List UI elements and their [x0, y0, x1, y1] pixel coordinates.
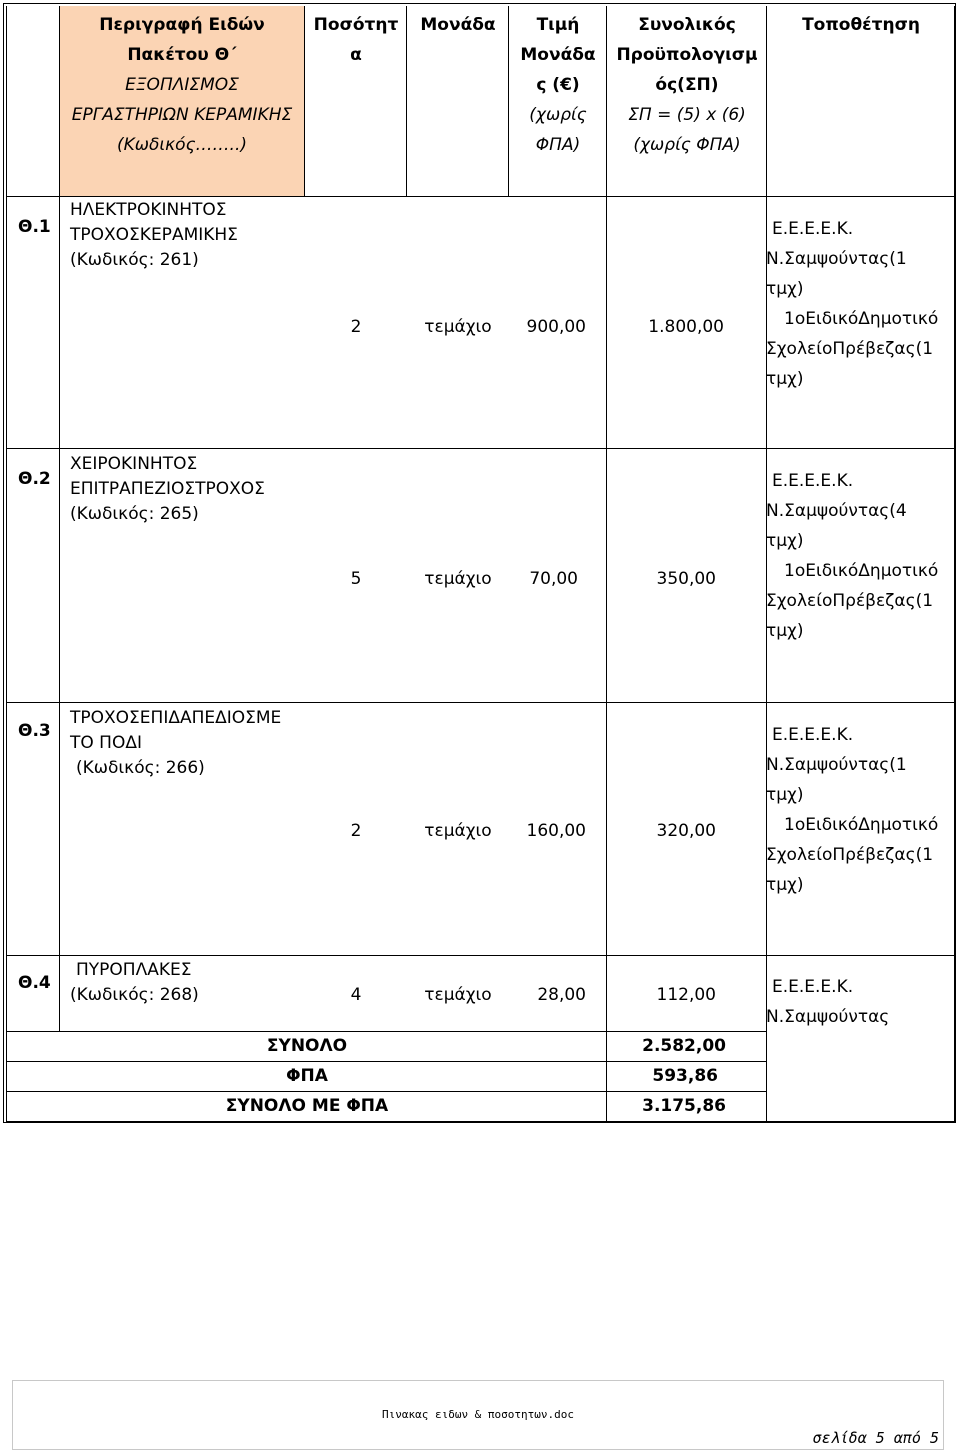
- row-unit-price: 160,00: [526, 821, 586, 841]
- grid-line: [6, 6, 7, 1122]
- row-unit-price: 28,00: [537, 985, 586, 1005]
- header-unit-price: Τιμή Μονάδα ς (€) (χωρίς ΦΠΑ): [520, 15, 596, 155]
- totals-label: ΦΠΑ: [286, 1066, 328, 1086]
- row-description: ΧΕΙΡΟΚΙΝΗΤΟΣ ΕΠΙΤΡΑΠΕΖΙΟΣΤΡΟΧΟΣ (Κωδικός: 265): [70, 454, 265, 524]
- grid-line: [6, 1121, 954, 1122]
- row-unit: τεμάχιο: [424, 985, 492, 1005]
- row-total: 350,00: [656, 569, 716, 589]
- row-code: Θ.4: [18, 973, 51, 993]
- grid-line: [59, 6, 60, 1031]
- grid-line: [954, 6, 955, 1122]
- row-code: Θ.3: [18, 721, 51, 741]
- row-description: ΠΥΡΟΠΛΑΚΕΣ (Κωδικός: 268): [70, 960, 199, 1005]
- row-quantity: 2: [350, 821, 362, 841]
- totals-value: 2.582,00: [642, 1036, 726, 1056]
- header-description: Περιγραφή Ειδών Πακέτου Θ΄ ΕΞΟΠΛΙΣΜΟΣ ΕΡΓΑΣΤΗΡΙΩΝ ΚΕΡΑΜΙΚΗΣ (Κωδικός……..): [71, 15, 293, 155]
- row-placement: Ε.Ε.Ε.Ε.Κ. Ν.Σαμψούντας: [766, 977, 890, 1027]
- header-quantity: Ποσότητ α: [313, 15, 399, 65]
- row-unit: τεμάχιο: [424, 317, 492, 337]
- page-footer: [12, 1380, 944, 1450]
- grid-line: [6, 955, 954, 956]
- row-placement: Ε.Ε.Ε.Ε.Κ. Ν.Σαμψούντας(1 τμχ) 1οΕιδικόΔημοτικό ΣχολείοΠρέβεζας(1 τμχ): [766, 219, 939, 389]
- grid-line: [6, 196, 954, 197]
- header-total: Συνολικός Προϋπολογισμ ός(ΣΠ) ΣΠ = (5) x (6) (χωρίς ΦΠΑ): [616, 15, 758, 155]
- row-total: 1.800,00: [648, 317, 724, 337]
- header-unit: Μονάδα: [420, 15, 496, 35]
- row-code: Θ.2: [18, 469, 51, 489]
- row-quantity: 5: [350, 569, 362, 589]
- row-total: 112,00: [656, 985, 716, 1005]
- totals-value: 3.175,86: [642, 1096, 726, 1116]
- grid-line: [6, 702, 954, 703]
- row-unit: τεμάχιο: [424, 821, 492, 841]
- grid-line: [6, 1061, 766, 1062]
- row-placement: Ε.Ε.Ε.Ε.Κ. Ν.Σαμψούντας(4 τμχ) 1οΕιδικόΔημοτικό ΣχολείοΠρέβεζας(1 τμχ): [766, 471, 939, 641]
- row-description: ΤΡΟΧΟΣΕΠΙΔΑΠΕΔΙΟΣΜΕ ΤΟ ΠΟΔΙ (Κωδικός: 266): [70, 708, 282, 778]
- row-quantity: 2: [350, 317, 362, 337]
- grid-line: [606, 6, 607, 1122]
- row-total: 320,00: [656, 821, 716, 841]
- row-unit-price: 70,00: [529, 569, 578, 589]
- row-description: ΗΛΕΚΤΡΟΚΙΝΗΤΟΣ ΤΡΟΧΟΣΚΕΡΑΜΙΚΗΣ (Κωδικός: 261): [70, 200, 238, 270]
- grid-line: [508, 6, 509, 197]
- row-placement: Ε.Ε.Ε.Ε.Κ. Ν.Σαμψούντας(1 τμχ) 1οΕιδικόΔημοτικό ΣχολείοΠρέβεζας(1 τμχ): [766, 725, 939, 895]
- grid-line: [406, 6, 407, 197]
- row-unit-price: 900,00: [526, 317, 586, 337]
- totals-label: ΣΥΝΟΛΟ ΜΕ ΦΠΑ: [225, 1096, 389, 1116]
- row-unit: τεμάχιο: [424, 569, 492, 589]
- header-placement: Τοποθέτηση: [802, 15, 920, 35]
- footer-page-number: σελίδα 5 από 5: [812, 1429, 939, 1447]
- footer-filename: Πινακας ειδων & ποσοτητων.doc: [381, 1408, 575, 1421]
- grid-line: [6, 1091, 766, 1092]
- grid-line: [6, 448, 954, 449]
- grid-line: [766, 6, 767, 1122]
- totals-label: ΣΥΝΟΛΟ: [266, 1036, 348, 1056]
- totals-value: 593,86: [652, 1066, 718, 1086]
- grid-line: [6, 1031, 766, 1032]
- row-quantity: 4: [350, 985, 362, 1005]
- row-code: Θ.1: [18, 217, 51, 237]
- grid-line: [304, 6, 305, 197]
